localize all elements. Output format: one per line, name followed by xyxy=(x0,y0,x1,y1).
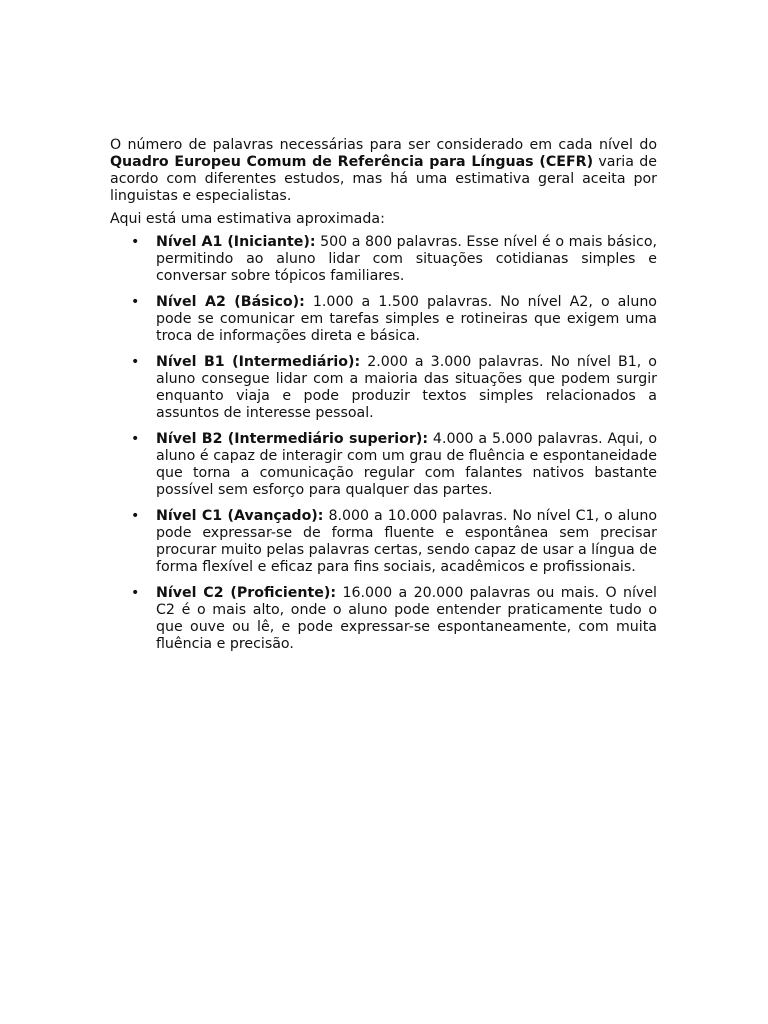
level-description: 16.000 a 20.000 palavras ou mais. O nível C2 é o mais alto, onde o aluno pode entender praticamente tudo o que ouve ou lê, e pode expressar-se espontaneamente, com muita fluência e precisão. xyxy=(156,585,657,652)
level-label: Nível B1 (Intermediário): xyxy=(156,354,361,370)
level-label: Nível A1 (Iniciante): xyxy=(156,234,316,250)
intro-text-after: varia de acordo com diferentes estudos, mas há uma estimativa geral aceita por linguistas e especialistas. xyxy=(110,154,657,204)
bullet-icon: • xyxy=(131,354,140,370)
level-description: 1.000 a 1.500 palavras. No nível A2, o aluno pode se comunicar em tarefas simples e rotineiras que exigem uma troca de informações direta e básica. xyxy=(156,294,657,344)
level-label: Nível A2 (Básico): xyxy=(156,294,305,310)
list-item-a2 xyxy=(110,294,657,345)
list-item-b2 xyxy=(110,431,657,499)
bullet-icon: • xyxy=(131,585,140,601)
document-page xyxy=(110,137,657,662)
level-label: Nível C1 (Avançado): xyxy=(156,508,324,524)
level-description: 8.000 a 10.000 palavras. No nível C1, o aluno pode expressar-se de forma fluente e espontânea sem precisar procurar muito pelas palavras certas, sendo capaz de usar a língua de forma flexível e eficaz para fins sociais, acadêmicos e profissionais. xyxy=(156,508,658,575)
bullet-icon: • xyxy=(131,234,140,250)
intro-text-before: O número de palavras necessárias para ser considerado em cada nível do xyxy=(110,137,657,153)
lead-paragraph: Aqui está uma estimativa aproximada: xyxy=(110,211,385,227)
bullet-icon: • xyxy=(131,431,140,447)
level-description: 500 a 800 palavras. Esse nível é o mais básico, permitindo ao aluno lidar com situações cotidianas simples e conversar sobre tópicos familiares. xyxy=(156,234,658,284)
level-label: Nível B2 (Intermediário superior): xyxy=(156,431,429,447)
level-label: Nível C2 (Proficiente): xyxy=(156,585,337,601)
intro-paragraph xyxy=(110,137,657,205)
intro-bold-term: Quadro Europeu Comum de Referência para Línguas (CEFR) xyxy=(110,154,594,170)
list-item-c2 xyxy=(110,585,657,653)
level-description: 4.000 a 5.000 palavras. Aqui, o aluno é capaz de interagir com um grau de fluência e espontaneidade que torna a comunicação regular com falantes nativos bastante possível sem esforço para qualquer das partes. xyxy=(156,431,657,498)
bullet-icon: • xyxy=(131,508,140,524)
bullet-icon: • xyxy=(131,294,140,310)
list-item-c1 xyxy=(110,508,657,576)
level-description: 2.000 a 3.000 palavras. No nível B1, o aluno consegue lidar com a maioria das situações que podem surgir enquanto viaja e pode produzir textos simples relacionados a assuntos de interesse pessoal. xyxy=(156,354,657,421)
list-item-a1 xyxy=(110,234,657,285)
cefr-levels-list xyxy=(110,234,657,653)
list-item-b1 xyxy=(110,354,657,422)
